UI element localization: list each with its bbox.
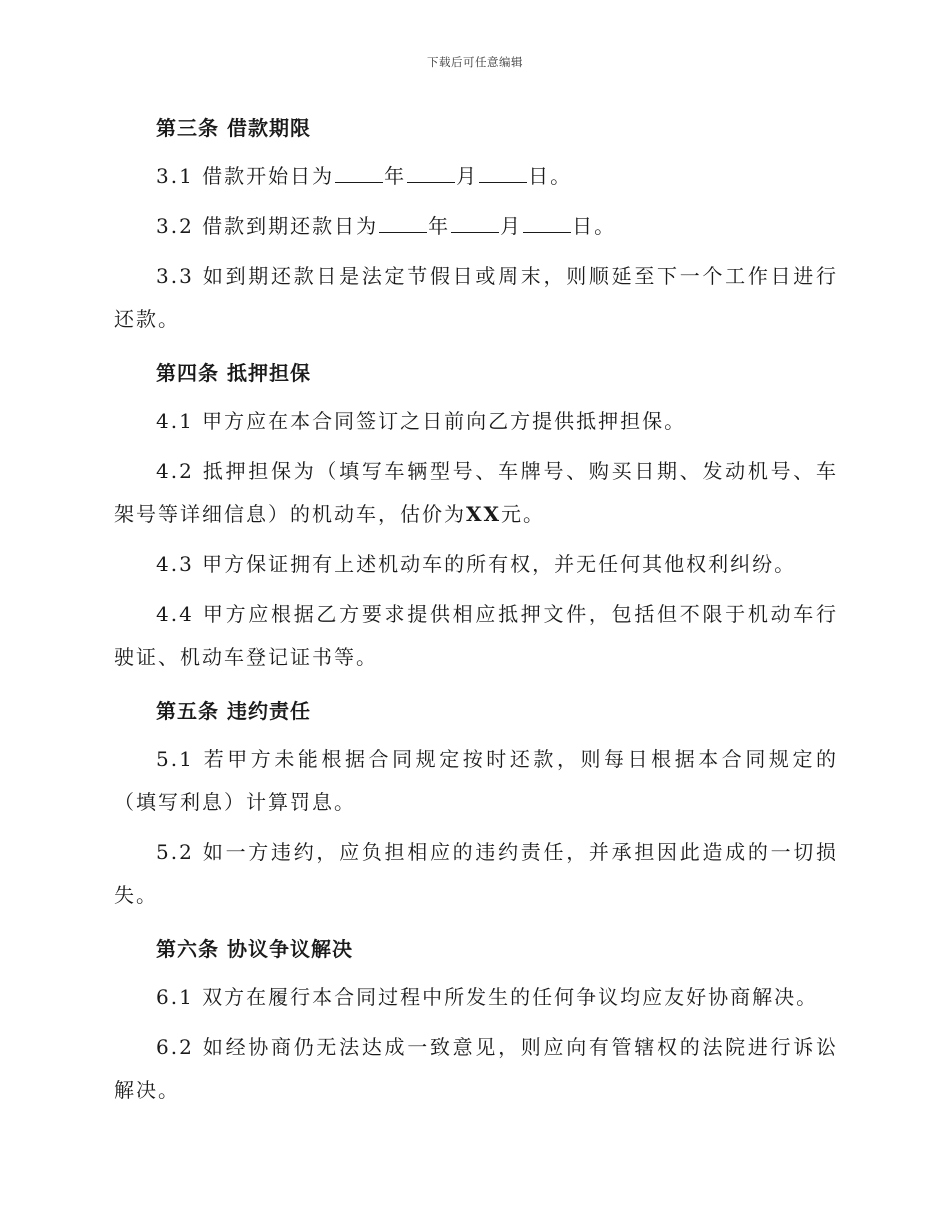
page-header: 下载后可任意编辑	[427, 55, 523, 69]
clause-5-1: 5.1 若甲方未能根据合同规定按时还款，则每日根据本合同规定的（填写利息）计算罚息。	[114, 747, 838, 814]
clause-3-1-text: 3.1 借款开始日为	[156, 164, 335, 188]
clause-3-3: 3.3 如到期还款日是法定节假日或周末，则顺延至下一个工作日进行还款。	[114, 264, 838, 331]
clause-6-1: 6.1 双方在履行本合同过程中所发生的任何争议均应友好协商解决。	[156, 985, 819, 1009]
clause-4-2-suffix: 元。	[501, 502, 546, 526]
document-body	[114, 108, 838, 1112]
clause-4-1: 4.1 甲方应在本合同签订之日前向乙方提供抵押担保。	[156, 409, 687, 433]
month-label: 月	[456, 164, 479, 188]
clause-4-3: 4.3 甲方保证拥有上述机动车的所有权，并无任何其他权利纠纷。	[156, 552, 797, 576]
blank-year-field	[379, 214, 427, 233]
clause-5-2: 5.2 如一方违约，应负担相应的违约责任，并承担因此造成的一切损失。	[114, 840, 838, 907]
day-label: 日。	[528, 164, 573, 188]
clause-3-2	[114, 205, 838, 248]
blank-day-field	[523, 214, 571, 233]
section-3-title: 第三条 借款期限	[156, 116, 311, 140]
month-label: 月	[500, 214, 523, 238]
clause-4-2-text: 4.2 抵押担保为（填写车辆型号、车牌号、购买日期、发动机号、车架号等详细信息）的机动车，估价为	[114, 459, 838, 526]
clause-6-2: 6.2 如经协商仍无法达成一致意见，则应向有管辖权的法院进行诉讼解决。	[114, 1035, 838, 1102]
day-label: 日。	[572, 214, 617, 238]
blank-day-field	[479, 164, 527, 183]
section-4-title: 第四条 抵押担保	[156, 361, 311, 385]
section-5-title: 第五条 违约责任	[156, 699, 311, 723]
year-label: 年	[384, 164, 407, 188]
year-label: 年	[428, 214, 451, 238]
blank-month-field	[407, 164, 455, 183]
section-6-title: 第六条 协议争议解决	[156, 937, 353, 961]
blank-month-field	[451, 214, 499, 233]
clause-3-2-text: 3.2 借款到期还款日为	[156, 214, 379, 238]
valuation-amount: XX	[466, 502, 502, 526]
blank-year-field	[335, 164, 383, 183]
clause-4-2	[114, 450, 838, 536]
clause-3-1	[114, 155, 838, 198]
clause-4-4: 4.4 甲方应根据乙方要求提供相应抵押文件，包括但不限于机动车行驶证、机动车登记证书等。	[114, 602, 838, 669]
